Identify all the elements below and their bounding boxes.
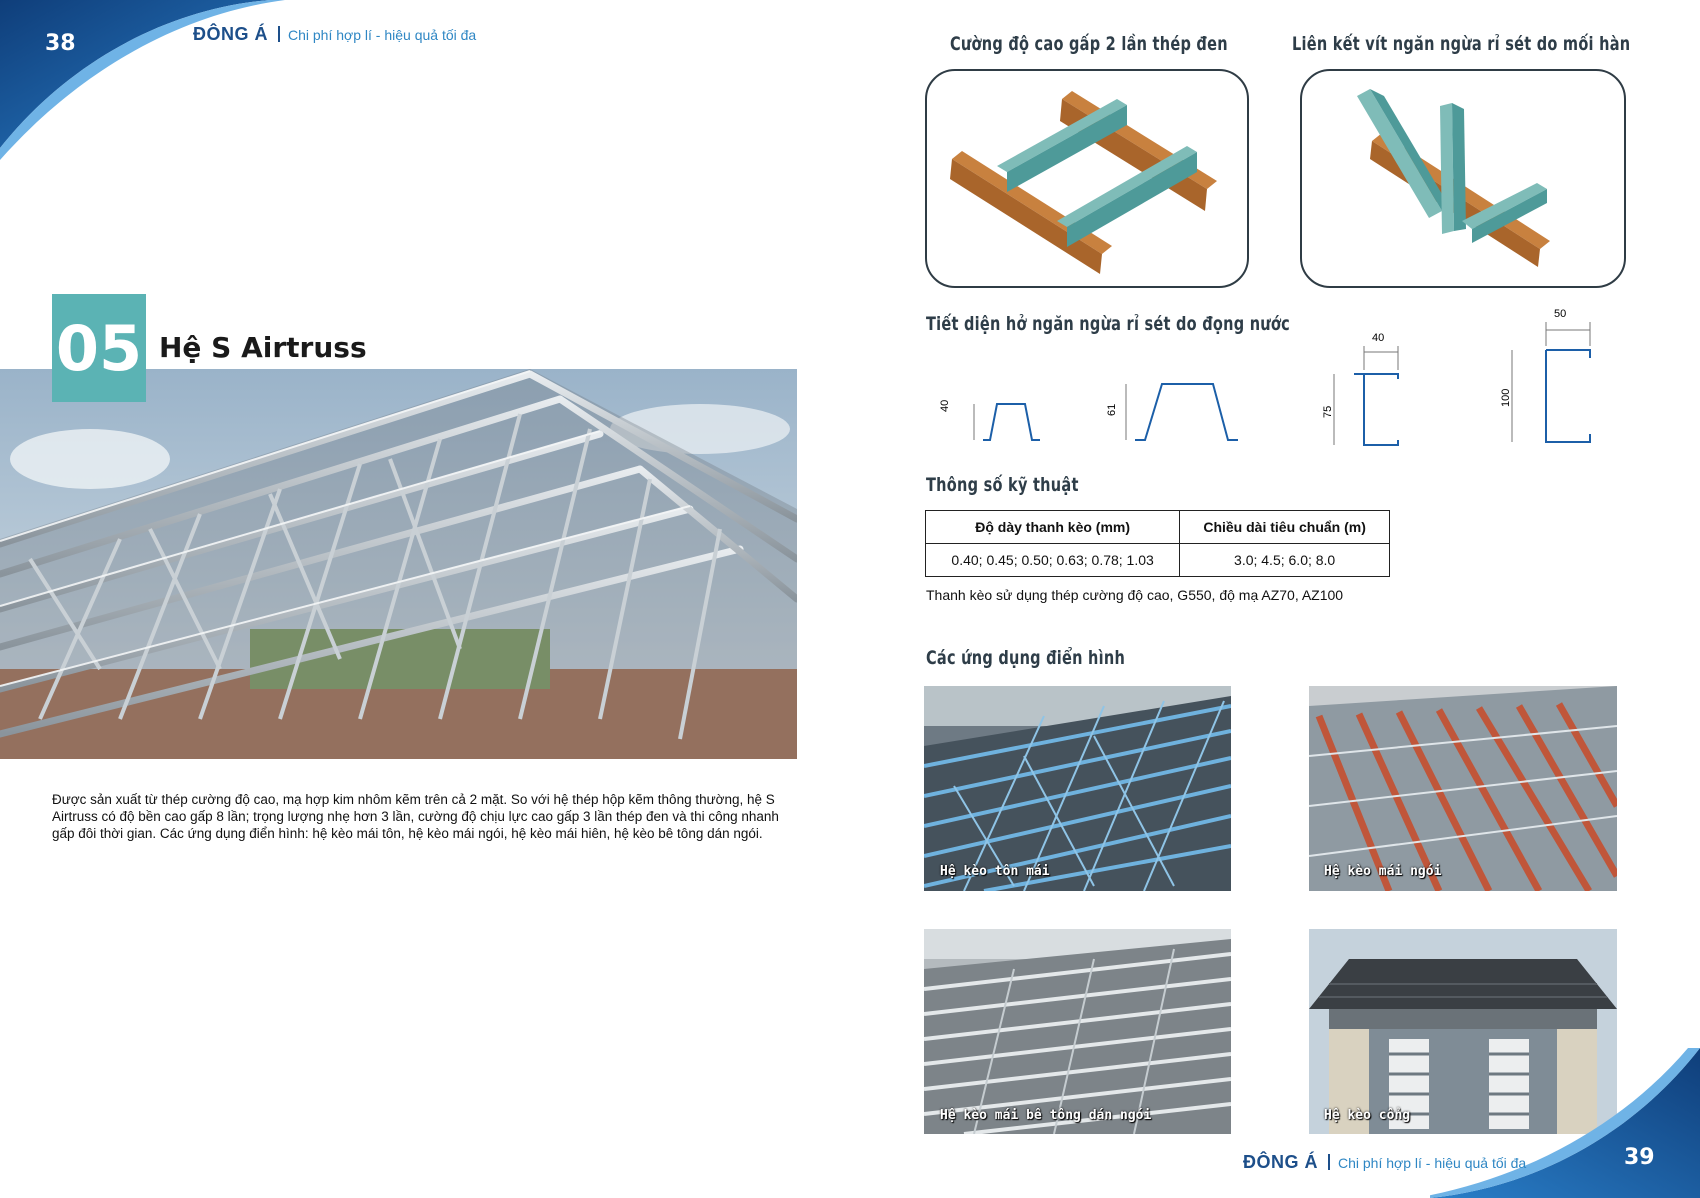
feature-heading-strength: Cường độ cao gấp 2 lần thép đen [950,33,1228,55]
profile-2-shape [1135,384,1238,440]
section-number-box: 05 [52,294,146,402]
profile-3-width-label: 40 [1372,332,1385,344]
corner-swoosh-bottom-right [1430,1048,1700,1198]
specs-table [925,510,1390,577]
profile-1-shape [983,404,1040,440]
right-page-number: 39 [1624,1145,1655,1170]
application-caption-2: Hệ kèo mái ngói [1324,864,1442,879]
application-caption-1: Hệ kèo tôn mái [940,864,1050,879]
concrete-roof-truss-image [924,929,1231,1134]
tile-roof-truss-image [1309,686,1617,891]
cross-section-heading: Tiết diện hở ngăn ngừa rỉ sét do đọng nước [926,313,1290,335]
right-brand: ĐÔNG Á [1243,1152,1318,1172]
specs-header-thickness: Độ dày thanh kèo (mm) [926,511,1180,544]
feature-heading-screw-joint: Liên kết vít ngăn ngừa rỉ sét do mối hàn [1292,33,1631,55]
roof-photo-illustration [0,369,797,759]
application-photo-concrete-tile-roof [924,929,1231,1134]
profile-4-shape [1546,350,1590,442]
left-brand: ĐÔNG Á [193,24,268,44]
application-caption-4: Hệ kèo cổng [1324,1108,1411,1123]
profile-4-width-label: 50 [1554,308,1567,320]
specs-header-length: Chiều dài tiêu chuẩn (m) [1180,511,1390,544]
profile-1-height-label: 40 [939,399,951,412]
applications-heading: Các ứng dụng điển hình [926,647,1126,669]
steel-vs-wood-beams-illustration [927,71,1247,286]
application-photo-metal-roof [924,686,1231,891]
right-footer [1243,1152,1526,1173]
product-description: Được sản xuất từ thép cường độ cao, mạ hợp kim nhôm kẽm trên cả 2 mặt. So với hệ thép hộp kẽm thông thường, hệ S Airtruss có độ bền cao gấp 8 lần; trọng lượng nhẹ hơn 3 lần, cường độ chịu lực cao gấp 3 lần thép đen và thi công nhanh gấp đôi thời gian. Các ứng dụng điển hình: hệ kèo mái tôn, hệ kèo mái ngói, hệ kèo mái hiên, hệ kèo bê tông dán ngói. [52,792,779,841]
profile-2-height-label: 61 [1106,403,1118,416]
specs-note: Thanh kèo sử dụng thép cường độ cao, G550, độ mạ AZ70, AZ100 [926,587,1344,603]
header-divider [278,26,280,42]
screw-joint-illustration [1302,71,1624,286]
specs-table-row [926,544,1390,577]
screw-joint-illustration-frame [1300,69,1626,288]
profile-3-shape [1354,374,1398,445]
specs-table-header-row [926,511,1390,544]
footer-divider [1328,1154,1330,1170]
left-header [193,24,476,45]
specs-value-length: 3.0; 4.5; 6.0; 8.0 [1180,544,1390,577]
application-caption-3: Hệ kèo mái bê tông dán ngói [940,1108,1152,1123]
airtruss-roof-photo [0,369,797,759]
section-title: Hệ S Airtruss [159,331,367,364]
application-photo-tile-roof [1309,686,1617,891]
profile-drawings [930,310,1630,450]
strength-illustration-frame [925,69,1249,288]
left-page-number: 38 [45,31,76,56]
right-tagline: Chi phí hợp lí - hiệu quả tối đa [1338,1155,1527,1171]
left-tagline: Chi phí hợp lí - hiệu quả tối đa [288,27,477,43]
specs-heading: Thông số kỹ thuật [926,474,1079,496]
metal-roof-truss-image [924,686,1231,891]
profile-3-height-label: 75 [1322,405,1334,418]
profile-4-height-label: 100 [1500,388,1512,407]
specs-value-thickness: 0.40; 0.45; 0.50; 0.63; 0.78; 1.03 [926,544,1180,577]
